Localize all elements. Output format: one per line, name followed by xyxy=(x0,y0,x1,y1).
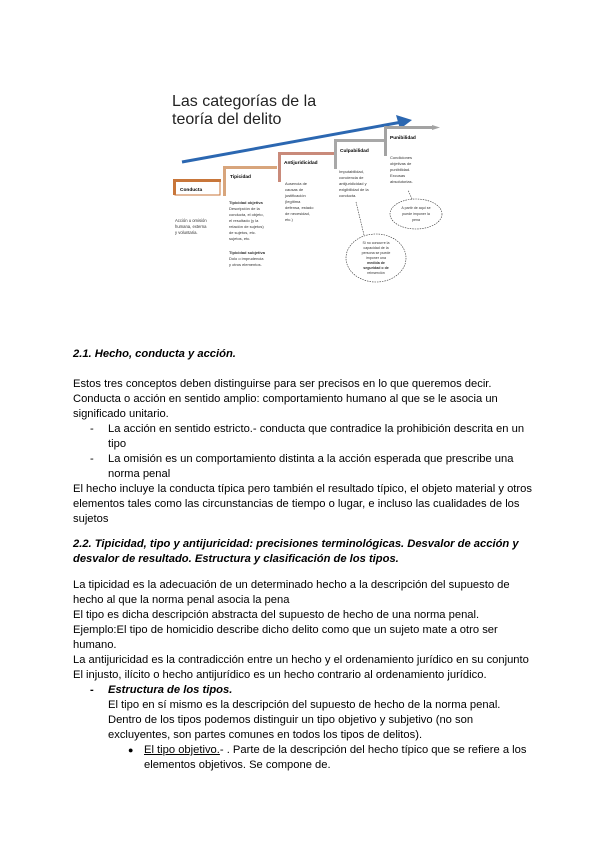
desc-punibilidad-line: Excusas xyxy=(390,173,406,178)
desc-culpabilidad-line: conducta. xyxy=(339,193,357,198)
step-tipicidad-label: Tipicidad xyxy=(230,175,251,180)
desc-conducta-line: humana, externa xyxy=(175,224,207,229)
desc-tipicidad2-line: Dolo o imprudencia xyxy=(229,256,264,261)
desc-tipicidad-head: Tipicidad objetiva xyxy=(229,200,263,205)
desc-antijuridicidad-line: de necesidad, xyxy=(285,211,310,216)
paragraph: Estos tres conceptos deben distinguirse para ser precisos en lo que queremos decir. xyxy=(73,378,492,390)
paragraph: hecho al que la norma penal asocia la pena xyxy=(73,594,290,606)
list-item: La omisión es un comportamiento distinta a la acción esperada que prescribe una xyxy=(108,453,514,465)
desc-culpabilidad-line: antijuridicidad y xyxy=(339,181,367,186)
bubble-bottom-line: seguridad o de xyxy=(363,266,389,270)
desc-antijuridicidad-line: Ausencia de xyxy=(285,181,308,186)
bullet-item xyxy=(144,743,534,758)
section-2-2-title: desvalor de resultado. Estructura y clasificación de los tipos. xyxy=(73,553,399,565)
step-culpabilidad-label: Culpabilidad xyxy=(340,149,369,154)
subsection-title: Estructura de los tipos. xyxy=(108,684,233,696)
step-conducta xyxy=(173,179,221,195)
list-item: excluyentes, son partes comunes en todos los tipos de delitos). xyxy=(108,729,423,741)
desc-antijuridicidad-line: etc.) xyxy=(285,217,293,222)
desc-culpabilidad-line: exigibilidad de la xyxy=(339,187,369,192)
bullet-item: elementos objetivos. Se compone de. xyxy=(144,759,331,771)
bubble-bottom-line: persona se puede xyxy=(361,251,391,255)
section-2-2-title: 2.2. Tipicidad, tipo y antijuricidad: precisiones terminológicas. Desvalor de acción y xyxy=(73,538,519,550)
section-2-1-title: 2.1. Hecho, conducta y acción. xyxy=(73,348,236,360)
paragraph: La tipicidad es la adecuación de un determinado hecho a la descripción del supuesto de xyxy=(73,579,510,591)
bullet-icon: ● xyxy=(128,745,134,755)
list-dash: - xyxy=(90,684,94,696)
bubble-bottom-line: medida de xyxy=(367,261,385,265)
bubble-right-line: pena xyxy=(412,218,420,222)
desc-tipicidad-line: de sujetos, etc. xyxy=(229,230,256,235)
desc-antijuridicidad-line: justificación xyxy=(285,193,306,198)
paragraph: sujetos xyxy=(73,513,109,525)
paragraph: La antijuricidad es la contradicción entre un hecho y el ordenamiento jurídico en su conjunto xyxy=(73,654,529,666)
paragraph: El hecho incluye la conducta típica pero también el resultado típico, el objeto material y otros xyxy=(73,483,532,495)
desc-punibilidad xyxy=(390,155,413,184)
bubble-bottom-line: imponer una xyxy=(366,256,386,260)
paragraph: Ejemplo:El tipo de homicidio describe dicho delito como que un sujeto mate a otro ser xyxy=(73,624,498,636)
paragraph: significado unitario. xyxy=(73,408,169,420)
desc-tipicidad-line: relación de sujetos) xyxy=(229,224,264,229)
desc-tipicidad2-head: Tipicidad subjetiva xyxy=(229,250,265,255)
desc-conducta-line: y voluntaria. xyxy=(175,230,198,235)
list-item: tipo xyxy=(108,438,127,450)
step-punibilidad-label: Punibilidad xyxy=(390,136,416,141)
desc-tipicidad-line: el resultado (y la xyxy=(229,218,259,223)
paragraph: humano. xyxy=(73,639,117,651)
bubble-bottom-line: capacidad de la xyxy=(363,246,389,250)
tipo-objetivo-link-text: El tipo objetivo. xyxy=(144,744,220,756)
desc-punibilidad-line: punibilidad. xyxy=(390,167,411,172)
paragraph: El tipo es dicha descripción abstracta del supuesto de hecho de una norma penal. xyxy=(73,609,480,621)
step-conducta-label: Conducta xyxy=(180,188,203,193)
desc-antijuridicidad-line: defensa, estado xyxy=(285,205,314,210)
bubble-bottom-line: Si no concurre la xyxy=(362,241,390,245)
list-item: norma penal xyxy=(108,468,171,480)
desc-punibilidad-line: objetivas de xyxy=(390,161,412,166)
desc-culpabilidad-line: conciencia de xyxy=(339,175,364,180)
desc-punibilidad-line: absolutorias. xyxy=(390,179,413,184)
desc-culpabilidad-line: Imputabilidad, xyxy=(339,169,364,174)
theory-of-crime-diagram xyxy=(150,82,450,298)
desc-punibilidad-line: Condiciones xyxy=(390,155,413,160)
desc-antijuridicidad-line: causas de xyxy=(285,187,304,192)
desc-tipicidad-line: Descripción de la xyxy=(229,206,260,211)
desc-conducta-line: Acción u omisión xyxy=(175,218,207,223)
bullet-item-text: - . Parte de la descripción del hecho típico que se refiere a los xyxy=(219,744,527,756)
bubble-right-line: puede imponer la xyxy=(402,212,430,216)
desc-antijuridicidad-line: (legítima xyxy=(285,199,301,204)
figure-title-line2: teoría del delito xyxy=(172,111,282,128)
bubble-right-line: A partir de aquí se xyxy=(401,206,431,210)
desc-tipicidad-line: sujetos, etc. xyxy=(229,236,251,241)
paragraph: elementos tales como las circunstancias de tiempo o lugar, e incluso las cualidades de los xyxy=(73,498,520,510)
list-item: Dentro de los tipos podemos distinguir un tipo objetivo y subjetivo (no son xyxy=(108,714,474,726)
figure-title-line1: Las categorías de la xyxy=(172,93,317,110)
list-dash: - xyxy=(90,423,94,435)
desc-tipicidad2-line: y otros elementos. xyxy=(229,262,262,267)
step-antijuridicidad-label: Antijuridicidad xyxy=(284,161,318,166)
list-item: El tipo en sí mismo es la descripción del supuesto de hecho de la norma penal. xyxy=(108,699,501,711)
desc-tipicidad-line: conducta, el objeto, xyxy=(229,212,264,217)
bubble-bottom-line: reinserción xyxy=(367,271,385,275)
paragraph: El injusto, ilícito o hecho antijurídico es un hecho contrario al ordenamiento jurídico. xyxy=(73,669,487,681)
list-dash: - xyxy=(90,453,94,465)
paragraph: Conducta o acción en sentido amplio: comportamiento humano al que se le asocia un xyxy=(73,393,498,405)
list-item: La acción en sentido estricto.- conducta que contradice la prohibición descrita en un xyxy=(108,423,525,435)
